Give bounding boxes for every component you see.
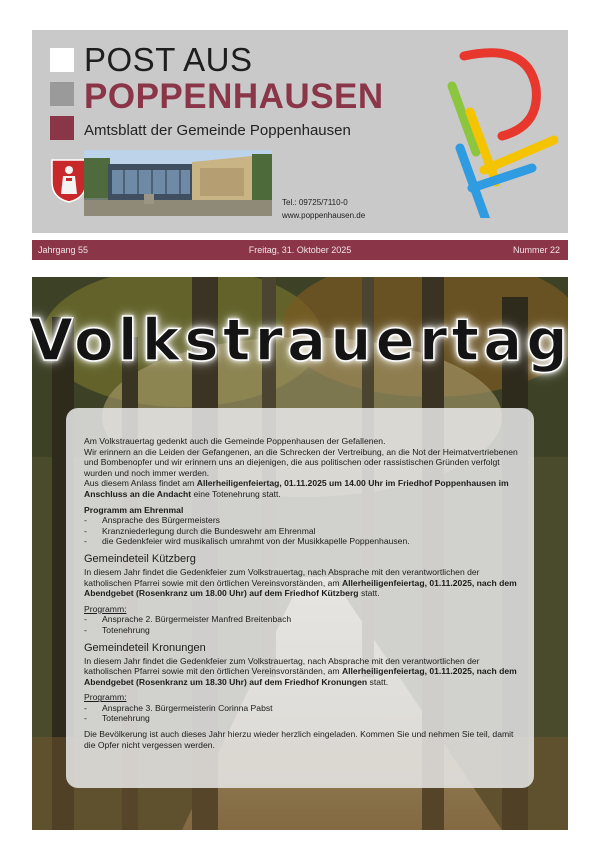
contact-info bbox=[282, 196, 365, 222]
program-item: - Ansprache 3. Bürgermeisterin Corinna Pabst bbox=[84, 703, 520, 714]
section-kronungen-program-list bbox=[84, 703, 520, 724]
volume-label: Jahrgang 55 bbox=[38, 245, 89, 255]
section-kronungen-text-c: statt. bbox=[367, 676, 389, 687]
section-kuetzberg-program-label: Programm: bbox=[84, 603, 127, 614]
section-kronungen-program-label: Programm: bbox=[84, 692, 127, 703]
headline: Volkstrauertag bbox=[28, 306, 572, 374]
section-kronungen-text-a: In diesem Jahr findet die Gedenkfeier zum Volkstrauertag, nach Absprache mit den verantwortlichen der katholischen Pfarrei sowie mit den örtlichen Vereinsvorständen, am bbox=[84, 655, 480, 677]
issue-number: Nummer 22 bbox=[512, 245, 560, 255]
program-item: - die Gedenkfeier wird musikalisch umrahmt von der Musikkapelle Poppenhausen. bbox=[84, 536, 520, 547]
program-item: - Totenehrung bbox=[84, 625, 520, 636]
poppenhausen-logo-icon bbox=[440, 40, 558, 218]
program-list bbox=[84, 515, 520, 547]
issue-date: Freitag, 31. Oktober 2025 bbox=[248, 245, 352, 255]
masthead bbox=[32, 30, 568, 233]
intro-line-2: Wir erinnern an die Leiden der Gefangenen, an die Schrecken der Vertreibung, an die Not der Heimatvertriebenen und Bombenopfer und wir erinnern uns an diejenigen, die aus politischen oder rassistischen Gründen verfolgt wurden und noch immer werden. bbox=[84, 446, 518, 478]
masthead-title-line1: POST AUS bbox=[84, 41, 253, 78]
section-kronungen-heading: Gemeindeteil Kronungen bbox=[84, 641, 206, 654]
section-kuetzberg-heading: Gemeindeteil Kützberg bbox=[84, 552, 196, 565]
intro-text-end: eine Totenehrung statt. bbox=[191, 488, 281, 499]
masthead-title-line2: POPPENHAUSEN bbox=[84, 77, 384, 116]
section-kuetzberg-text-c: statt. bbox=[358, 588, 380, 599]
program-item: - Kranzniederlegung durch die Bundeswehr am Ehrenmal bbox=[84, 526, 520, 537]
white-square-icon bbox=[50, 48, 74, 72]
coat-of-arms-icon bbox=[50, 156, 88, 204]
section-kuetzberg-program-list bbox=[84, 614, 520, 635]
town-hall-photo bbox=[84, 150, 272, 216]
intro-event-bold: Allerheiligenfeiertag, 01.11.2025 um 14.00 Uhr im Friedhof Poppenhausen im Anschluss an die Andacht bbox=[84, 478, 509, 499]
gray-square-icon bbox=[50, 82, 74, 106]
intro-text: Aus diesem Anlass findet am bbox=[84, 478, 197, 489]
issue-info-bar bbox=[32, 240, 568, 260]
masthead-subtitle: Amtsblatt der Gemeinde Poppenhausen bbox=[84, 122, 351, 139]
section-kronungen-text bbox=[84, 656, 520, 688]
section-kronungen-bold: Allerheiligenfeiertag, 01.11.2025, nach dem Abendgebet (Rosenkranz um 18.30 Uhr) auf dem Friedhof Kronungen bbox=[84, 666, 517, 687]
phone-number: Tel.: 09725/7110-0 bbox=[282, 198, 348, 207]
program-item: - Totenehrung bbox=[84, 713, 520, 724]
program-item: - Ansprache des Bürgermeisters bbox=[84, 515, 520, 526]
section-kuetzberg-bold: Allerheiligenfeiertag, 01.11.2025, nach dem Abendgebet (Rosenkranz um 18.00 Uhr) auf dem Friedhof Kützberg bbox=[84, 577, 517, 599]
closing-text: Die Bevölkerung ist auch dieses Jahr hierzu wieder herzlich eingeladen. Kommen Sie und nehmen Sie teil, damit die Opfer nicht vergessen werden. bbox=[84, 729, 514, 750]
section-kuetzberg-text bbox=[84, 567, 520, 599]
website-link[interactable]: www.poppenhausen.de bbox=[282, 211, 366, 220]
intro-line-3 bbox=[84, 478, 520, 499]
program-item: - Ansprache 2. Bürgermeister Manfred Breitenbach bbox=[84, 614, 520, 625]
intro-line-1: Am Volkstrauertag gedenkt auch die Gemeinde Poppenhausen der Gefallenen. bbox=[84, 436, 386, 446]
program-heading: Programm am Ehrenmal bbox=[84, 504, 184, 515]
maroon-square-icon bbox=[50, 116, 74, 140]
section-kuetzberg-text-a: In diesem Jahr findet die Gedenkfeier zum Volkstrauertag, nach Absprache mit den verantwortlichen der katholischen Pfarrei sowie mit den örtlichen Vereinsvorständen, am bbox=[84, 566, 480, 588]
article-body bbox=[84, 436, 520, 750]
